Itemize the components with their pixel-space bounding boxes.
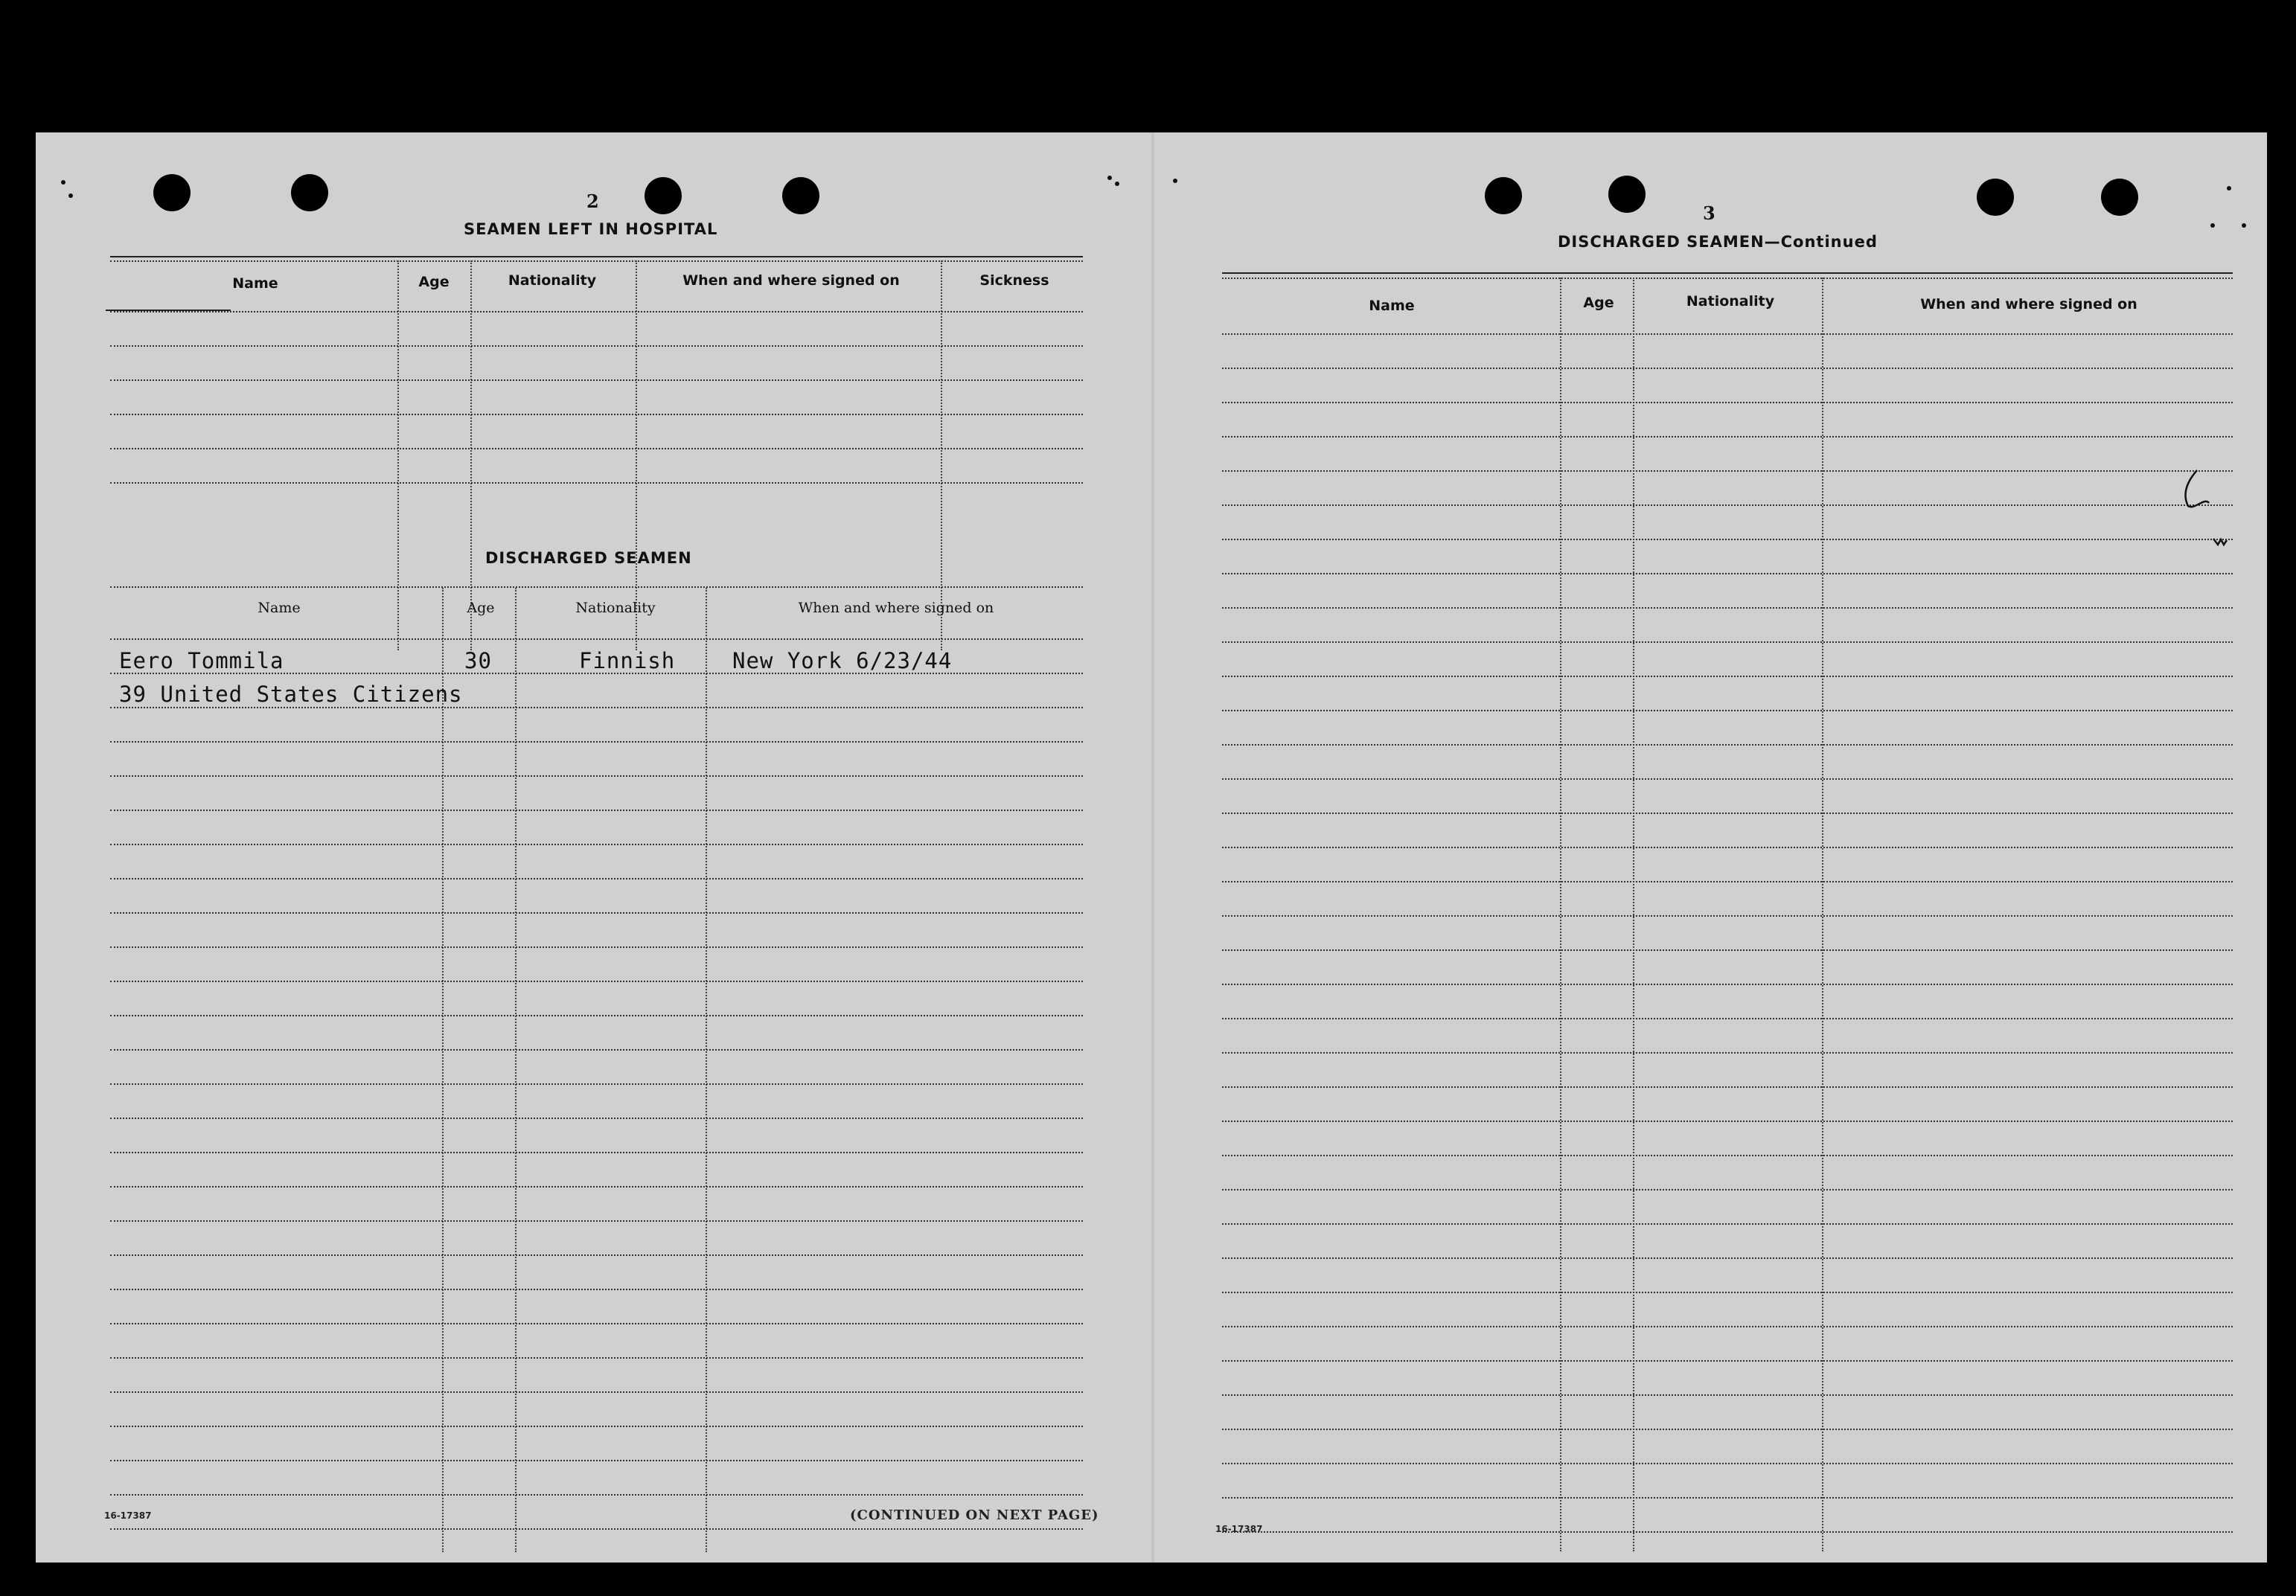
column-header-name: Name (232, 275, 278, 292)
row-rule (110, 741, 1083, 743)
row-rule (110, 1323, 1083, 1324)
row-rule (110, 1186, 1083, 1188)
table-top-rule (1222, 272, 2233, 274)
speck (61, 180, 65, 185)
column-header-sickness: Sickness (979, 272, 1049, 289)
binder-hole (645, 177, 682, 214)
column-header-nationality: Nationality (1686, 293, 1775, 310)
row-rule (1222, 1155, 2233, 1156)
row-rule (110, 810, 1083, 811)
row-rule (110, 1015, 1083, 1016)
speck (2242, 223, 2246, 228)
row-rule (1222, 1394, 2233, 1396)
speck (1115, 182, 1119, 186)
row-rule (110, 878, 1083, 879)
row-rule (1222, 607, 2233, 609)
row-rule (1222, 1121, 2233, 1122)
row-rule (110, 1220, 1083, 1222)
row-rule (110, 775, 1083, 777)
row-rule (1222, 470, 2233, 472)
row-rule (1222, 1463, 2233, 1464)
row-rule (110, 912, 1083, 914)
row-rule (110, 1118, 1083, 1119)
row-rule (110, 379, 1083, 381)
seaman-age: 30 (464, 648, 492, 673)
row-rule (1222, 436, 2233, 438)
row-rule (1222, 1429, 2233, 1430)
hospital-section-title: SEAMEN LEFT IN HOSPITAL (464, 220, 718, 238)
row-rule (110, 638, 1083, 640)
binder-hole (782, 177, 819, 214)
speck (68, 193, 73, 198)
speck (1107, 176, 1112, 180)
row-rule (1222, 847, 2233, 848)
row-rule (1222, 1257, 2233, 1259)
column-divider (706, 588, 707, 1552)
column-header-nationality: Nationality (508, 272, 597, 289)
page-number: 2 (586, 190, 599, 212)
table-top-rule (110, 256, 1083, 257)
form-number: 16-17387 (1215, 1524, 1263, 1534)
column-divider (941, 260, 942, 650)
row-rule (1222, 1531, 2233, 1533)
row-rule (110, 1391, 1083, 1393)
column-header-signed-on: When and where signed on (1920, 296, 2137, 313)
column-header-age: Age (1583, 295, 1614, 311)
form-number: 16-17387 (104, 1510, 152, 1521)
row-rule (1222, 1018, 2233, 1019)
column-header-name: Name (1369, 298, 1415, 314)
seaman-name: 39 United States Citizens (119, 682, 463, 707)
row-rule (1222, 778, 2233, 780)
row-rule (110, 707, 1083, 708)
row-rule (110, 1357, 1083, 1359)
pencil-mark (2179, 467, 2239, 549)
column-header-age: Age (467, 600, 495, 616)
row-rule (110, 1152, 1083, 1153)
column-divider (442, 588, 444, 1552)
row-rule (110, 1494, 1083, 1496)
binder-hole (1608, 176, 1646, 213)
column-divider (515, 588, 517, 1552)
row-rule (110, 345, 1083, 347)
binder-hole (2101, 179, 2138, 216)
row-rule (110, 1460, 1083, 1461)
table-top-rule (110, 260, 1083, 262)
speck (2210, 223, 2215, 228)
row-rule (110, 844, 1083, 845)
row-rule (110, 1254, 1083, 1256)
row-rule (1222, 949, 2233, 951)
row-rule (1222, 676, 2233, 677)
row-rule (1222, 1292, 2233, 1293)
column-header-nationality: Nationality (575, 600, 656, 616)
row-rule (1222, 984, 2233, 985)
row-rule (110, 1289, 1083, 1290)
row-rule (1222, 915, 2233, 917)
seaman-nationality: Finnish (579, 648, 676, 673)
binder-hole (1485, 177, 1522, 214)
column-header-name: Name (258, 600, 301, 616)
row-rule (110, 414, 1083, 415)
row-rule (1222, 504, 2233, 506)
column-divider (636, 260, 637, 650)
discharged-continued-title: DISCHARGED SEAMEN—Continued (1558, 233, 1878, 251)
row-rule (1222, 744, 2233, 746)
column-divider (470, 260, 472, 650)
binder-hole (153, 174, 191, 211)
row-rule (1222, 573, 2233, 574)
discharged-section-title: DISCHARGED SEAMEN (485, 549, 692, 567)
row-rule (110, 1426, 1083, 1427)
row-rule (110, 448, 1083, 449)
row-rule (1222, 641, 2233, 643)
row-rule (1222, 1052, 2233, 1054)
row-rule (1222, 402, 2233, 403)
row-rule (1222, 1497, 2233, 1499)
speck (2227, 186, 2231, 190)
row-rule (110, 1528, 1083, 1530)
column-header-age: Age (418, 274, 450, 290)
row-rule (110, 482, 1083, 484)
column-header-signed-on: When and where signed on (682, 272, 900, 289)
row-rule (110, 981, 1083, 982)
column-header-signed-on: When and where signed on (798, 600, 994, 616)
row-rule (1222, 1223, 2233, 1225)
row-rule (1222, 1360, 2233, 1362)
speck (1173, 179, 1177, 183)
table-top-rule (1222, 278, 2233, 279)
row-rule (1222, 710, 2233, 711)
row-rule (110, 1049, 1083, 1051)
row-rule (1222, 368, 2233, 369)
row-rule (1222, 1086, 2233, 1088)
seaman-signed-on: New York 6/23/44 (732, 648, 953, 673)
row-rule (1222, 881, 2233, 882)
row-rule (110, 946, 1083, 948)
binder-hole (1977, 179, 2014, 216)
page-number: 3 (1703, 202, 1715, 224)
continued-note: (CONTINUED ON NEXT PAGE) (850, 1507, 1099, 1523)
column-divider (397, 260, 399, 650)
row-rule (1222, 813, 2233, 814)
header-rule (110, 586, 1083, 588)
row-rule (110, 1083, 1083, 1085)
row-rule (1222, 333, 2233, 335)
row-rule (1222, 1189, 2233, 1190)
form-sheet (36, 132, 2267, 1563)
binder-hole (291, 174, 328, 211)
row-rule (1222, 539, 2233, 540)
page-fold (1151, 132, 1154, 1563)
row-rule (110, 311, 1083, 313)
row-rule (1222, 1326, 2233, 1327)
seaman-name: Eero Tommila (119, 648, 284, 673)
